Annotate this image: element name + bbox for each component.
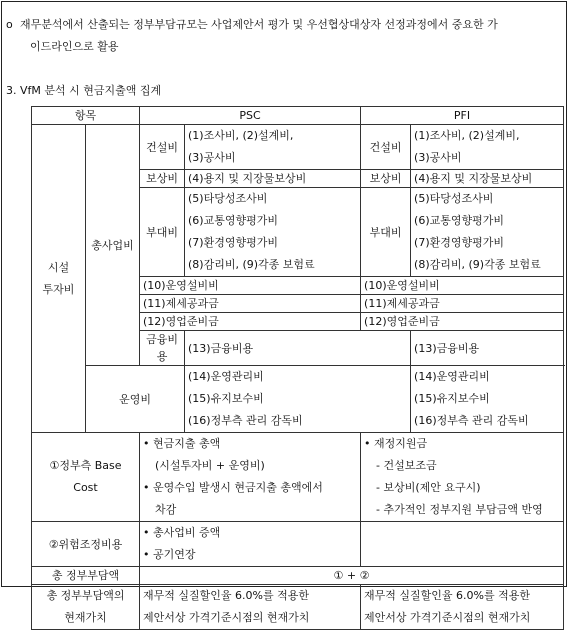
construction-psc: (1)조사비, (2)설계비, (3)공사비 <box>185 125 361 170</box>
op-setup-pfi: (10)운영설비비 <box>361 277 564 295</box>
operating-psc: (14)운영관리비 (15)유지보수비 (16)정부측 관리 감독비 <box>185 366 411 433</box>
total-project-cost-label: 총사업비 <box>86 125 140 366</box>
cash-expenditure-table <box>31 106 564 630</box>
construction-label-psc: 건설비 <box>140 125 185 170</box>
operating-pfi: (14)운영관리비 (15)유지보수비 (16)정부측 관리 감독비 <box>411 366 564 433</box>
base-cost-label: ①정부측 Base Cost <box>32 433 140 522</box>
compensation-psc: (4)용지 및 지장물보상비 <box>185 170 361 188</box>
present-value-label: 총 정부부담액의 현재가치 <box>32 585 140 630</box>
table-row <box>32 567 564 585</box>
risk-adjustment-pfi <box>361 522 564 567</box>
present-value-pfi: 재무적 실질할인율 6.0%를 적용한 제안서상 가격기준시점의 현재가치 <box>361 585 564 630</box>
incidental-pfi: (5)타당성조사비 (6)교통영향평가비 (7)환경영향평가비 (8)감리비, (9)각종 보험료 <box>411 188 564 277</box>
base-cost-psc: • 현금지출 총액 (시설투자비 + 운영비) • 운영수입 발생시 현금지출 총액에서 차감 <box>140 433 361 522</box>
finance-psc: (13)금융비용 <box>185 331 411 366</box>
op-setup-psc: (10)운영설비비 <box>140 277 361 295</box>
section-heading: 3. VfM 분석 시 현금지출액 집계 <box>6 84 162 97</box>
table-header-row <box>32 107 564 125</box>
facility-investment-label: 시설 투자비 <box>32 125 86 433</box>
op-reserve-pfi: (12)영업준비금 <box>361 313 564 331</box>
intro-line-2: 이드라인으로 활용 <box>30 40 119 53</box>
table-row <box>32 433 564 522</box>
compensation-label-pfi: 보상비 <box>361 170 411 188</box>
bullet-mark: o <box>6 18 13 31</box>
table-row <box>32 522 564 567</box>
intro-paragraph <box>6 14 558 58</box>
taxes-psc: (11)제세공과금 <box>140 295 361 313</box>
base-cost-pfi: • 재정지원금 - 건설보조금 - 보상비(제안 요구시) - 추가적인 정부지원 부담금액 반영 <box>361 433 564 522</box>
incidental-label-psc: 부대비 <box>140 188 185 277</box>
taxes-pfi: (11)제세공과금 <box>361 295 564 313</box>
risk-adjustment-psc: • 총사업비 증액 • 공기연장 <box>140 522 361 567</box>
table-row <box>32 585 564 630</box>
construction-pfi: (1)조사비, (2)설계비, (3)공사비 <box>411 125 564 170</box>
compensation-label-psc: 보상비 <box>140 170 185 188</box>
header-item: 항목 <box>32 107 140 125</box>
table-row <box>32 125 564 170</box>
finance-cost-label: 금융비용 <box>140 331 185 366</box>
op-reserve-psc: (12)영업준비금 <box>140 313 361 331</box>
header-pfi: PFI <box>361 107 564 125</box>
incidental-psc: (5)타당성조사비 (6)교통영향평가비 (7)환경영향평가비 (8)감리비, (9)각종 보험료 <box>185 188 361 277</box>
finance-pfi: (13)금융비용 <box>411 331 564 366</box>
present-value-psc: 재무적 실질할인율 6.0%를 적용한 제안서상 가격기준시점의 현재가치 <box>140 585 361 630</box>
total-burden-value: ① + ② <box>140 567 564 585</box>
table-row <box>32 366 564 433</box>
total-burden-label: 총 정부부담액 <box>32 567 140 585</box>
incidental-label-pfi: 부대비 <box>361 188 411 277</box>
construction-label-pfi: 건설비 <box>361 125 411 170</box>
intro-line-1: o 재무분석에서 산출되는 정부부담규모는 사업제안서 평가 및 우선협상대상자 선정과정에서 중요한 가 <box>6 14 558 36</box>
compensation-pfi: (4)용지 및 지장물보상비 <box>411 170 564 188</box>
operating-cost-label: 운영비 <box>86 366 185 433</box>
header-psc: PSC <box>140 107 361 125</box>
risk-adjustment-label: ②위험조정비용 <box>32 522 140 567</box>
